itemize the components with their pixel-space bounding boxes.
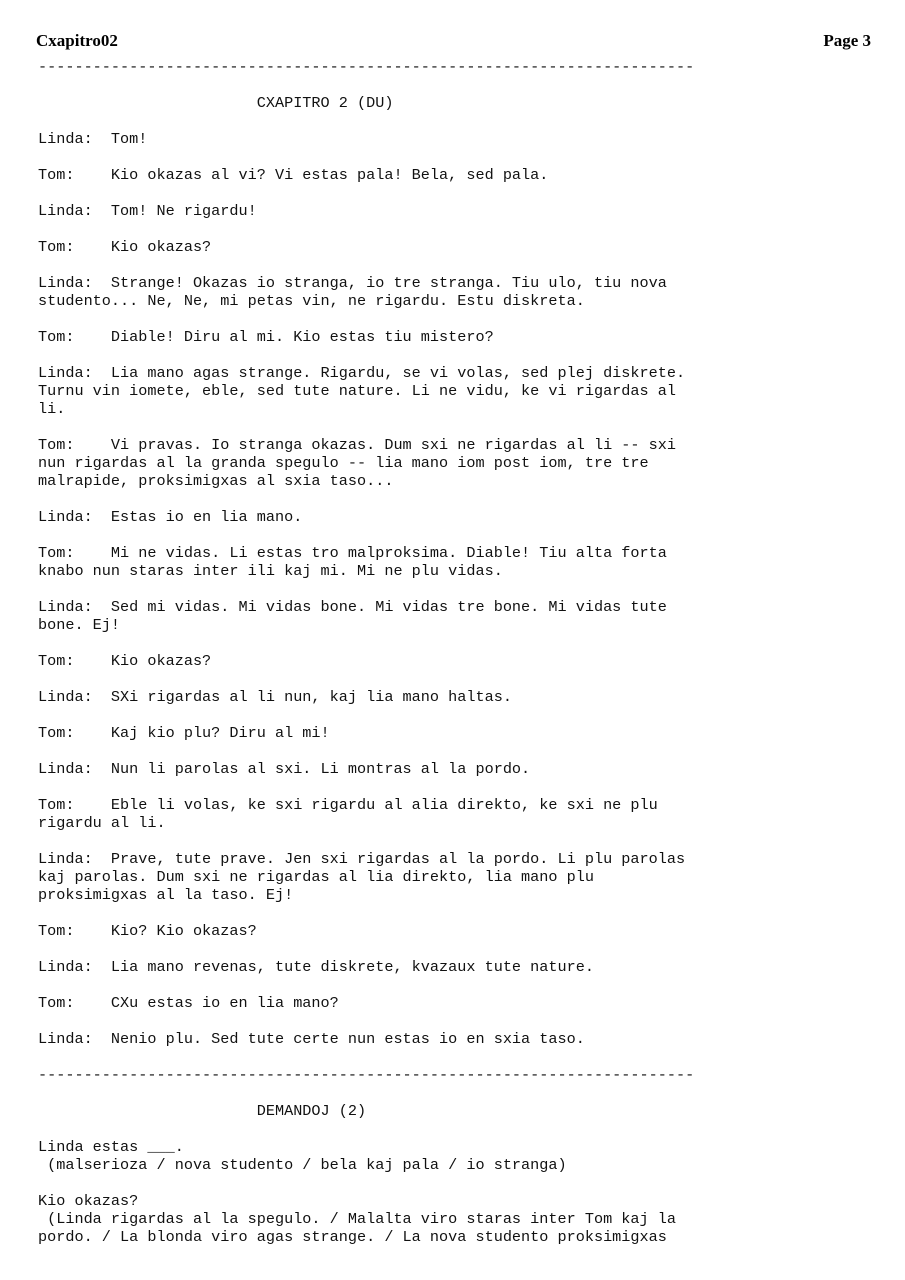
- blank-line: [38, 706, 818, 724]
- separator-line: ------------------------------------------------------------------------: [38, 58, 695, 76]
- blank-line: [38, 1084, 818, 1102]
- blank-line: [38, 112, 818, 130]
- blank-line: [38, 1120, 818, 1138]
- blank-line: [38, 310, 818, 328]
- text-line: Linda estas ___.: [38, 1138, 184, 1156]
- text-line: Linda: Tom!: [38, 130, 148, 148]
- text-line: nun rigardas al la granda spegulo -- lia mano iom post iom, tre tre: [38, 454, 649, 472]
- text-line: Tom: Kio? Kio okazas?: [38, 922, 257, 940]
- blank-line: [38, 940, 818, 958]
- text-line: Turnu vin iomete, eble, sed tute nature. Li ne vidu, ke vi rigardas al: [38, 382, 676, 400]
- blank-line: [38, 580, 818, 598]
- text-line: Linda: SXi rigardas al li nun, kaj lia mano haltas.: [38, 688, 512, 706]
- blank-line: [38, 490, 818, 508]
- text-line: Tom: CXu estas io en lia mano?: [38, 994, 339, 1012]
- text-line: (Linda rigardas al la spegulo. / Malalta viro staras inter Tom kaj la: [38, 1210, 676, 1228]
- text-line: Linda: Sed mi vidas. Mi vidas bone. Mi vidas tre bone. Mi vidas tute: [38, 598, 667, 616]
- text-line: bone. Ej!: [38, 616, 121, 634]
- text-line: Tom: Kaj kio plu? Diru al mi!: [38, 724, 330, 742]
- text-line: Linda: Prave, tute prave. Jen sxi rigardas al la pordo. Li plu parolas: [38, 850, 686, 868]
- blank-line: [38, 418, 818, 436]
- blank-line: [38, 76, 818, 94]
- blank-line: [38, 742, 818, 760]
- text-line: Tom: Vi pravas. Io stranga okazas. Dum sxi ne rigardas al li -- sxi: [38, 436, 676, 454]
- blank-line: [38, 148, 818, 166]
- text-line: DEMANDOJ (2): [38, 1102, 367, 1120]
- text-line: li.: [38, 400, 66, 418]
- blank-line: [38, 220, 818, 238]
- text-line: Tom: Kio okazas al vi? Vi estas pala! Bela, sed pala.: [38, 166, 549, 184]
- text-line: Tom: Eble li volas, ke sxi rigardu al alia direkto, ke sxi ne plu: [38, 796, 658, 814]
- page-number: Page 3: [823, 31, 871, 50]
- blank-line: [38, 526, 818, 544]
- separator-line: ------------------------------------------------------------------------: [38, 1066, 695, 1084]
- text-line: Linda: Tom! Ne rigardu!: [38, 202, 257, 220]
- text-line: Tom: Kio okazas?: [38, 652, 212, 670]
- blank-line: [38, 904, 818, 922]
- text-line: Tom: Mi ne vidas. Li estas tro malproksima. Diable! Tiu alta forta: [38, 544, 667, 562]
- blank-line: [38, 1012, 818, 1030]
- text-line: (malserioza / nova studento / bela kaj pala / io stranga): [38, 1156, 567, 1174]
- blank-line: [38, 1048, 818, 1066]
- text-line: Linda: Strange! Okazas io stranga, io tre stranga. Tiu ulo, tiu nova: [38, 274, 667, 292]
- text-line: knabo nun staras inter ili kaj mi. Mi ne plu vidas.: [38, 562, 503, 580]
- text-line: Kio okazas?: [38, 1192, 139, 1210]
- text-line: kaj parolas. Dum sxi ne rigardas al lia direkto, lia mano plu: [38, 868, 594, 886]
- blank-line: [38, 256, 818, 274]
- document-title: Cxapitro02: [36, 31, 118, 50]
- blank-line: [38, 976, 818, 994]
- blank-line: [38, 634, 818, 652]
- page-header: [36, 31, 871, 53]
- text-line: Linda: Estas io en lia mano.: [38, 508, 303, 526]
- text-line: Linda: Lia mano agas strange. Rigardu, se vi volas, sed plej diskrete.: [38, 364, 686, 382]
- text-line: CXAPITRO 2 (DU): [38, 94, 394, 112]
- text-line: Tom: Kio okazas?: [38, 238, 212, 256]
- text-line: Tom: Diable! Diru al mi. Kio estas tiu mistero?: [38, 328, 494, 346]
- blank-line: [38, 832, 818, 850]
- text-line: proksimigxas al la taso. Ej!: [38, 886, 294, 904]
- text-line: Linda: Nun li parolas al sxi. Li montras al la pordo.: [38, 760, 531, 778]
- text-line: malrapide, proksimigxas al sxia taso...: [38, 472, 394, 490]
- blank-line: [38, 670, 818, 688]
- blank-line: [38, 1174, 818, 1192]
- blank-line: [38, 184, 818, 202]
- text-line: Linda: Lia mano revenas, tute diskrete, kvazaux tute nature.: [38, 958, 594, 976]
- blank-line: [38, 778, 818, 796]
- text-line: Linda: Nenio plu. Sed tute certe nun estas io en sxia taso.: [38, 1030, 585, 1048]
- text-line: studento... Ne, Ne, mi petas vin, ne rigardu. Estu diskreta.: [38, 292, 585, 310]
- text-line: pordo. / La blonda viro agas strange. / La nova studento proksimigxas: [38, 1228, 667, 1246]
- text-line: rigardu al li.: [38, 814, 166, 832]
- document-body: [38, 58, 818, 1246]
- blank-line: [38, 346, 818, 364]
